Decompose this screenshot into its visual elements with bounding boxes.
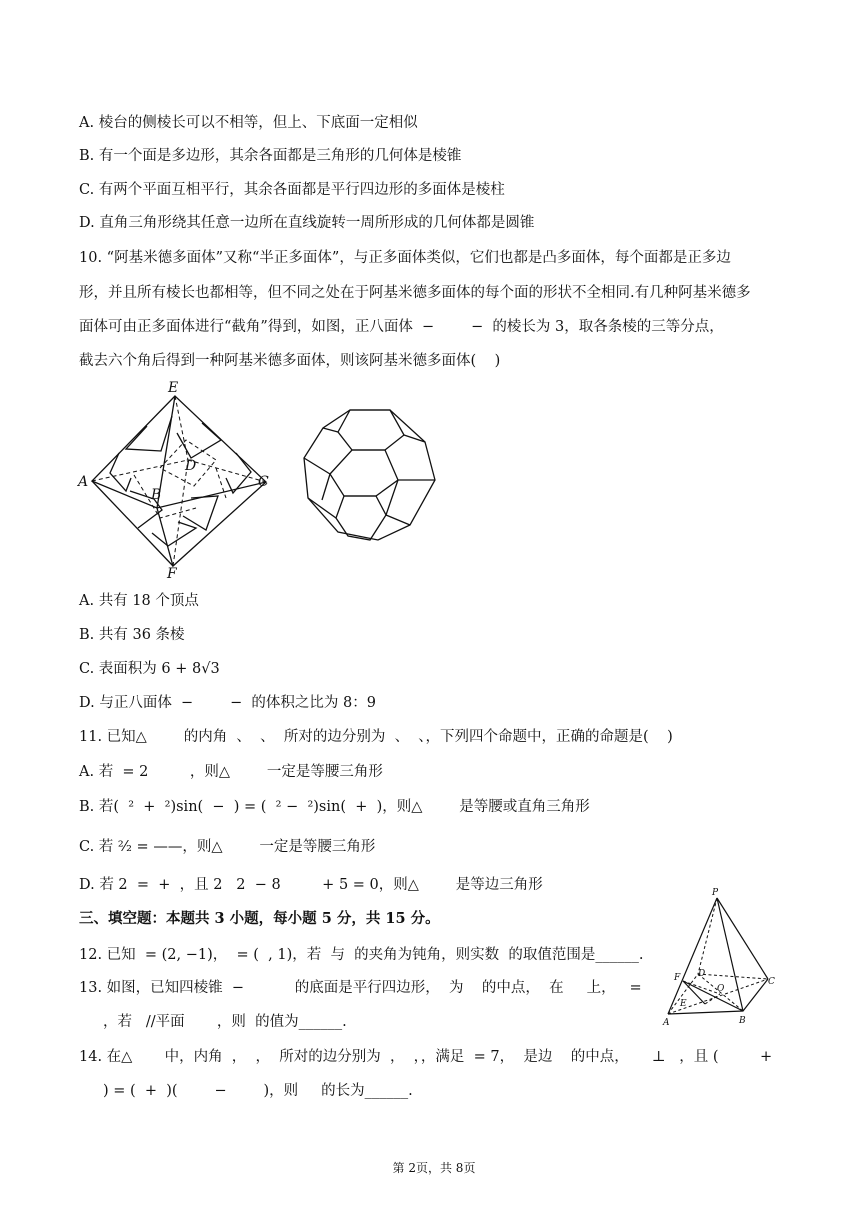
label-a: A [78, 474, 89, 490]
label-d: D [185, 458, 197, 474]
q9-option-c: C. 有两个平面互相平行，其余各面都是平行四边形的多面体是棱柱 [79, 182, 505, 198]
q10-stem-line3: 面体可由正多面体进行“截角”得到，如图，正八面体 − − 的棱长为 3，取各条棱的三等分点， [79, 319, 724, 335]
octahedron-figure [76, 378, 286, 583]
label-e-pyramid: E [680, 999, 687, 1009]
q9-option-a: A. 棱台的侧棱长可以不相等，但上、下底面一定相似 [79, 115, 418, 131]
label-b: B [151, 487, 162, 503]
q10-option-d: D. 与正八面体 − − 的体积之比为 8：9 [79, 695, 376, 711]
q11-option-c: C. 若 ²⁄₂ = ——，则△ 一定是等腰三角形 [79, 839, 376, 855]
label-f: F [167, 566, 177, 582]
q13-line1: 13. 如图，已知四棱锥 − 的底面是平行四边形， 为 的中点， 在 上， = [79, 980, 642, 996]
label-f-pyramid: F [674, 973, 681, 983]
pyramid-figure [660, 884, 785, 1029]
q12-stem: 12. 已知 = (2, −1)， = ( , 1)，若 与 的夹角为钝角，则实数 的取值范围是______. [79, 947, 644, 963]
q10-stem-line1: 10. “阿基米德多面体”又称“半正多面体”，与正多面体类似，它们也都是凸多面体，每个面都是正多边 [79, 250, 731, 266]
q13-line2: ，若 //平面 ，则 的值为______. [103, 1014, 347, 1030]
label-o: O [717, 984, 725, 994]
label-c: C [258, 474, 269, 490]
q11-option-d: D. 若 2 = + ，且 2 2 − 8 + 5 = 0，则△ 是等边三角形 [79, 877, 543, 893]
label-d-pyramid: D [698, 969, 706, 979]
truncated-octahedron-figure [298, 400, 443, 545]
q9-option-b: B. 有一个面是多边形，其余各面都是三角形的几何体是棱锥 [79, 148, 462, 164]
label-c-pyramid: C [768, 977, 775, 987]
label-p: P [712, 888, 719, 898]
q10-option-a: A. 共有 18 个顶点 [79, 593, 199, 609]
q10-option-c: C. 表面积为 6 + 8√3 [79, 661, 220, 677]
q10-stem-line4: 截去六个角后得到一种阿基米德多面体，则该阿基米德多面体( ) [79, 353, 501, 369]
label-b-pyramid: B [739, 1016, 746, 1026]
label-e: E [168, 380, 179, 396]
q11-option-a: A. 若 = 2 ，则△ 一定是等腰三角形 [79, 764, 383, 780]
q11-option-b: B. 若( ² + ²)sin( − ) = ( ² − ²)sin( + )，则△ 是等腰或直角三角形 [79, 799, 590, 815]
section-3-heading: 三、填空题：本题共 3 小题，每小题 5 分，共 15 分。 [79, 910, 440, 927]
q10-stem-line2: 形，并且所有棱长也都相等，但不同之处在于阿基米德多面体的每个面的形状不全相同.有几种阿基米德多 [79, 285, 751, 301]
q14-line1: 14. 在△ 中，内角 ， ， 所对的边分别为 ， ，，满足 = 7， 是边 的中点， ⊥ ，且 ( + [79, 1049, 773, 1065]
q10-option-b: B. 共有 36 条棱 [79, 627, 185, 643]
q9-option-d: D. 直角三角形绕其任意一边所在直线旋转一周所形成的几何体都是圆锥 [79, 215, 535, 231]
page-footer: 第 2页，共 8页 [392, 1161, 476, 1175]
label-a-pyramid: A [663, 1018, 670, 1028]
q14-line2: ) = ( + )( − )，则 的长为______. [103, 1083, 413, 1099]
q11-stem: 11. 已知△ 的内角 、 、 所对的边分别为 、 、，下列四个命题中，正确的命题是( ) [79, 729, 673, 745]
